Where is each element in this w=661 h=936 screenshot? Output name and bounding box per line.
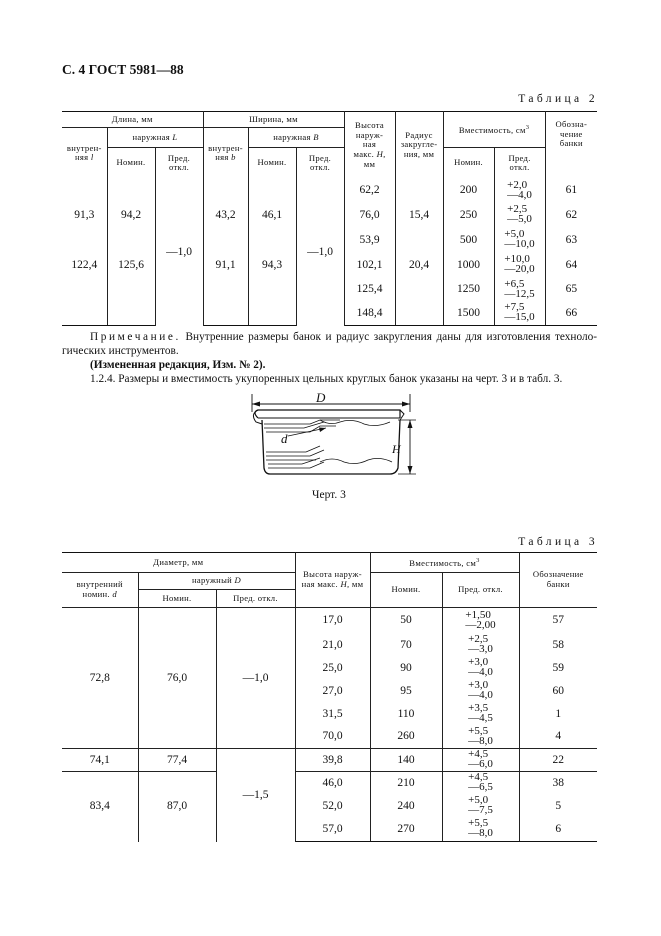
t2-h-width: Ширина, мм: [203, 112, 344, 128]
table-row: 148,4 1500 +7,5 —15,0 66: [62, 302, 597, 326]
t3-h-cap-nom: Номин.: [370, 573, 442, 608]
t3-tol-shared: —1,5: [216, 749, 295, 842]
table-row: 125,4 1250 +6,5 —12,5 65: [62, 278, 597, 302]
t3-inner-g2: 74,1: [62, 749, 138, 772]
table-row: 21,0 70 +2,5 —3,0 58: [62, 634, 597, 657]
note-paragraph: Примечание. Внутренние размеры банок и радиус закругления даны для изготовления техноло-гических инструментов.: [62, 331, 597, 357]
table-row: 52,0 240 +5,0 —7,5 5: [62, 795, 597, 818]
table-row: 70,0 260 +5,5 —8,0 4: [62, 726, 597, 749]
figure-caption: Черт. 3: [312, 489, 346, 501]
table-2-caption: Таблица 2: [518, 93, 598, 105]
t3-h-tol: Пред. откл.: [216, 590, 295, 608]
t2-h-length: Длина, мм: [62, 112, 203, 128]
t2-h-tol-L: Пред. откл.: [155, 148, 203, 179]
figure-label-d: d: [281, 431, 288, 446]
t3-inner-g1: 72,8: [62, 608, 138, 749]
t2-h-capacity: Вместимость, $см^3$: [443, 112, 545, 148]
t3-h-outer: наружный D: [138, 573, 295, 590]
t3-h-capacity: Вместимость, $см^3$: [370, 553, 519, 573]
t3-h-diameter: Диаметр, мм: [62, 553, 295, 573]
table-row: 83,4 87,0 46,0 210 +4,5 —6,5 38: [62, 772, 597, 795]
table-row: 122,4 125,6 91,1 94,3 102,1 20,4 1000 +10,0 —20,0 64: [62, 253, 597, 278]
table-3: [62, 552, 597, 842]
table-row: 25,0 90 +3,0 —4,0 59: [62, 657, 597, 680]
t2-h-cap-nom: Номин.: [443, 148, 494, 179]
table-row: 72,8 76,0 —1,0 17,0 50 +1,50 —2,00 57: [62, 608, 597, 634]
table-row: 74,1 77,4 —1,5 39,8 140 +4,5 —6,0 22: [62, 749, 597, 772]
figure-label-D: D: [316, 390, 326, 405]
paragraph-1-2-4: 1.2.4. Размеры и вместимость укупоренных цельных круглых банок указаны на черт. 3 и в табл. 3.: [90, 373, 563, 385]
t3-outer-g2: 77,4: [138, 749, 216, 772]
t3-tol-g1: —1,0: [216, 608, 295, 749]
table-row: 27,0 95 +3,0 —4,0 60: [62, 680, 597, 703]
t2-h-mark: Обозна- чение банки: [545, 112, 597, 179]
t3-h-inner: внутренний номин. d: [62, 573, 138, 608]
t2-h-outer-B: наружная B: [248, 128, 344, 148]
t2-h-radius: Радиус закругле- ния, мм: [395, 112, 443, 179]
t2-h-inner-b: внутрен- няя b: [203, 128, 248, 179]
table-row: 53,9 500 +5,0 —10,0 63: [62, 228, 597, 253]
page-header: С. 4 ГОСТ 5981—88: [62, 62, 184, 77]
t3-h-mark: Обозначение банки: [519, 553, 597, 608]
table-row: —1,0 —1,0 62,2 200 +2,0 —4,0 61: [62, 179, 597, 203]
t2-h-nom-B: Номин.: [248, 148, 296, 179]
t2-tol-L: —1,0: [155, 179, 203, 326]
t2-h-height: Высота наруж- ная макс. H, мм: [344, 112, 395, 179]
t2-h-nom-L: Номин.: [107, 148, 155, 179]
t2-h-tol-B: Пред. откл.: [296, 148, 344, 179]
t3-outer-g3: 87,0: [138, 772, 216, 842]
t2-tol-B: —1,0: [296, 179, 344, 326]
t3-outer-g1: 76,0: [138, 608, 216, 749]
can-drawing: [240, 390, 420, 490]
t3-h-nom: Номин.: [138, 590, 216, 608]
table-row: 57,0 270 +5,5 —8,0 6: [62, 818, 597, 841]
figure-label-H: H: [392, 442, 401, 456]
t3-h-cap-tol: Пред. откл.: [442, 573, 519, 608]
revision-note: (Измененная редакция, Изм. № 2).: [90, 359, 266, 371]
t2-h-inner-l: внутрен- няя l: [62, 128, 107, 179]
t2-h-outer-L: наружная L: [107, 128, 203, 148]
table-row: 91,3 94,2 43,2 46,1 76,0 15,4 250 +2,5 —5,0 62: [62, 203, 597, 228]
t3-inner-g3: 83,4: [62, 772, 138, 842]
table-3-caption: Таблица 3: [518, 536, 598, 548]
t3-h-height: Высота наруж- ная макс. H, мм: [295, 553, 370, 608]
t2-h-cap-tol: Пред. откл.: [494, 148, 545, 179]
table-2: [62, 111, 597, 326]
table-row: 31,5 110 +3,5 —4,5 1: [62, 703, 597, 726]
